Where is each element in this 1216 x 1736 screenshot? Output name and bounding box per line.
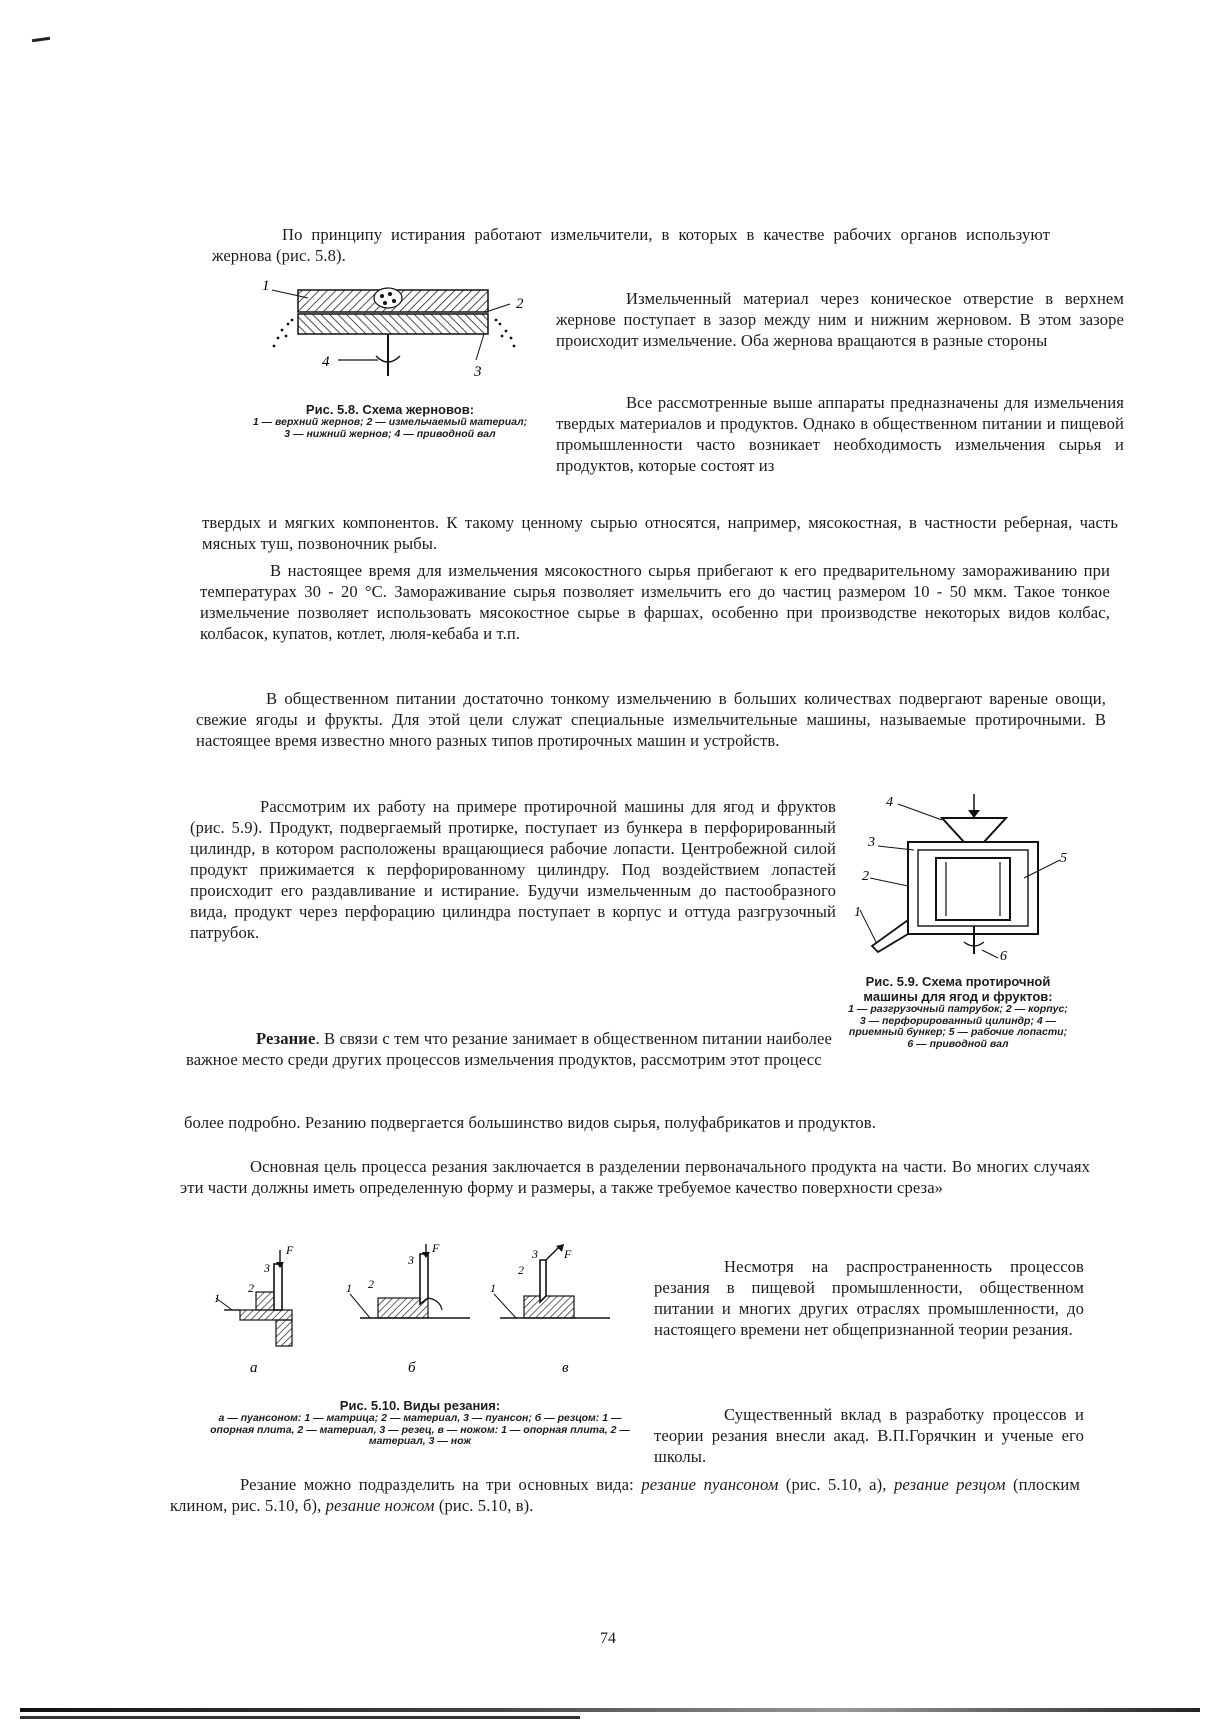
fig59-label-4: 4 (886, 795, 893, 810)
fig59-label-1: 1 (854, 905, 861, 920)
fig510b-label-1: 1 (346, 1281, 352, 1295)
paragraph-10: Существенный вклад в разработку процессов и теории резания внесли акад. В.П.Горячкин и ученые его школы. (654, 1405, 1084, 1466)
figure-5-10-legend: а — пуансоном: 1 — матрица; 2 — материал, 3 — пуансон; б — резцом: 1 — опорная плита, 2 — материал, 3 — резец, в — ножом: 1 — опорная плита, 2 — материал, 3 — нож (210, 1412, 630, 1447)
fig59-label-2: 2 (862, 869, 869, 884)
fig510a-label-f: F (286, 1243, 294, 1257)
figure-5-8-caption (250, 402, 530, 440)
figure-5-8-title: Рис. 5.8. Схема жерновов: (305, 402, 475, 417)
figure-5-8-legend: 1 — верхний жернов; 2 — измельчаемый материал; 3 — нижний жернов; 4 — приводной вал (252, 416, 528, 440)
punch-cutting-diagram (214, 1243, 294, 1376)
lower-millstone (298, 314, 488, 334)
fig510b-label-2: 2 (368, 1277, 374, 1291)
page-number: 74 (600, 1630, 616, 1647)
knife-cutting-term: резание ножом (325, 1496, 435, 1515)
cutting-heading: Резание (256, 1029, 316, 1048)
fig510-sublabel-c: в (562, 1360, 569, 1376)
figure-5-9-title: Рис. 5.9. Схема протирочной машины для ягод и фруктов: (863, 974, 1053, 1004)
scan-mark-bottom (20, 1708, 1200, 1712)
fig510b-label-f: F (432, 1241, 440, 1255)
paragraph-7-text: . В связи с тем что резание занимает в общественном питании наиболее важное место среди других процессов измельчения продуктов, рассмотрим этот процесс (186, 1029, 832, 1069)
paragraph-11-ref-3: (рис. 5.10, в). (434, 1496, 534, 1515)
fig59-label-3: 3 (868, 835, 875, 850)
figure-5-10-title: Рис. 5.10. Виды резания: (339, 1398, 501, 1413)
scan-mark-top (32, 37, 50, 42)
paragraph-6: Рассмотрим их работу на примере протирочной машины для ягод и фруктов (рис. 5.9). Продукт, подвергаемый протирке, поступает из бункера в перфорированный цилиндр, в котором расположены вращающиеся рабочие лопасти. Центробежной силой продукт прижимается к перфорированному цилиндру. Под воздействием лопастей происходит его раздавливание и истирание. Будучи измельченным до пастообразного вида, продукт через перфорацию цилиндра поступает в корпус и оттуда разгрузочный патрубок. (190, 797, 836, 942)
figure-5-10-caption (210, 1398, 630, 1448)
paragraph-8: Основная цель процесса резания заключается в разделении первоначального продукта на части. Во многих случаях эти части должны иметь определенную форму и размеры, а также требуемое качество поверхности среза» (180, 1157, 1090, 1197)
cutter-cutting-diagram (346, 1241, 470, 1376)
millstones-diagram (248, 276, 548, 396)
paragraph-4: В настоящее время для измельчения мясокостного сырья прибегают к его предварительному замораживанию при температурах 30 - 20 °С. Замораживание сырья позволяет измельчить его до частиц размером 10 - 50 мкм. Такое тонкое измельчение позволяет использовать мясокостное сырье в фаршах, особенно при производстве некоторых видов колбас, колбасок, купатов, котлет, люля-кебаба и т.п. (200, 561, 1110, 643)
fig58-label-3: 3 (474, 364, 482, 380)
paragraph-5: В общественном питании достаточно тонкому измельчению в больших количествах подвергают вареные овощи, свежие ягоды и фрукты. Для этой цели служат специальные измельчительные машины, называемые протирочными. В настоящее время известно много разных типов протирочных машин и устройств. (196, 689, 1106, 750)
fig510c-label-3: 3 (532, 1247, 538, 1261)
fig510-sublabel-a: а (250, 1360, 258, 1376)
paragraph-7-start (186, 1028, 832, 1070)
fig59-label-5: 5 (1060, 851, 1067, 866)
paragraph-3-end: твердых и мягких компонентов. К такому ценному сырью относятся, например, мясокостная, в частности реберная, часть мясных туш, позвоночник рыбы. (202, 513, 1118, 553)
fig58-label-4: 4 (322, 354, 330, 370)
paragraph-3-start: Все рассмотренные выше аппараты предназначены для измельчения твердых материалов и продуктов. Однако в общественном питании и пищевой промышленности часто возникает необходимость измельчения сырья и продуктов, которые состоят из (556, 393, 1124, 475)
fig510a-label-3: 3 (264, 1261, 270, 1275)
grating-machine-diagram (848, 792, 1074, 962)
fig58-label-1: 1 (262, 278, 270, 294)
fig510c-label-2: 2 (518, 1263, 524, 1277)
fig510-sublabel-b: б (408, 1360, 416, 1376)
paragraph-11-intro: Резание можно подразделить на три основных вида: (240, 1475, 642, 1494)
paragraph-11-ref-1: (рис. 5.10, а), (778, 1475, 894, 1494)
fig59-label-6: 6 (1000, 949, 1007, 964)
paragraph-2: Измельченный материал через коническое отверстие в верхнем жернове поступает в зазор между ним и нижним жерновом. В этом зазоре происходит измельчение. Оба жернова вращаются в разные стороны (556, 289, 1124, 350)
cutter-cutting-term: резание резцом (893, 1475, 1006, 1494)
knife-cutting-diagram (490, 1244, 610, 1376)
paragraph-11-ref-2: (плоским клином, рис. 5.10, б), (170, 1475, 1080, 1515)
paragraph-11 (170, 1474, 1080, 1516)
fig58-label-2: 2 (516, 296, 524, 312)
fig510a-label-2: 2 (248, 1281, 254, 1295)
figure-5-8 (248, 276, 548, 396)
paragraph-9: Несмотря на распространенность процессов резания в пищевой промышленности, общественном питании и многих других отраслях промышленности, до настоящего времени нет общепризнанной теории резания. (654, 1257, 1084, 1339)
figure-5-9 (848, 792, 1074, 962)
discharge-pipe (872, 920, 908, 952)
fig510c-label-1: 1 (490, 1281, 496, 1295)
paragraph-1: По принципу истирания работают измельчители, в которых в качестве рабочих органов используют жернова (рис. 5.8). (212, 225, 1050, 265)
fig510b-label-3: 3 (408, 1253, 414, 1267)
scan-mark-bottom-2 (20, 1716, 580, 1719)
fig510a-label-1: 1 (214, 1291, 220, 1305)
punch-cutting-term: резание пуансоном (641, 1475, 779, 1494)
figure-5-9-caption (848, 974, 1068, 1050)
hopper (942, 818, 1006, 842)
figure-5-10 (214, 1241, 620, 1390)
cutting-types-diagram (214, 1241, 620, 1390)
perforated-cylinder (936, 858, 1010, 920)
figure-5-9-legend: 1 — разгрузочный патрубок; 2 — корпус; 3 — перфорированный цилиндр; 4 — приемный бункер; 5 — рабочие лопасти; 6 — приводной вал (848, 1003, 1068, 1050)
paragraph-7-end: более подробно. Резанию подвергается большинство видов сырья, полуфабрикатов и продуктов. (184, 1113, 876, 1132)
fig510c-label-f: F (564, 1247, 572, 1261)
